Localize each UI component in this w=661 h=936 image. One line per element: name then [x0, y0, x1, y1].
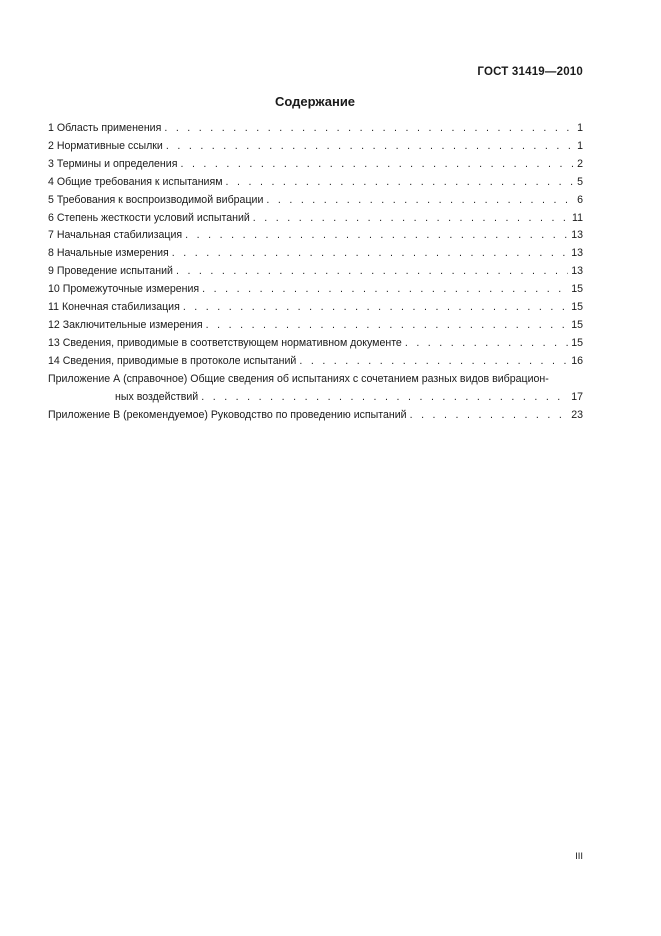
toc-leader-dots	[253, 210, 569, 228]
toc-entry[interactable]	[48, 210, 583, 228]
toc-entry-page: 13	[571, 229, 583, 242]
toc-entry-label: 2 Нормативные ссылки	[48, 139, 163, 152]
toc-leader-dots	[185, 227, 568, 245]
toc-entry[interactable]	[48, 335, 583, 353]
toc-entry[interactable]	[48, 227, 583, 245]
toc-entry-label: 10 Промежуточные измерения	[48, 283, 200, 296]
toc-entry-page: 13	[571, 265, 583, 278]
toc-appendix-a-first-line[interactable]: Приложение А (справочное) Общие сведения об испытаниях с сочетанием разных видов вибрацион-	[48, 372, 549, 385]
page-number: III	[575, 851, 583, 862]
toc-entry-label: 1 Область применения	[48, 122, 162, 134]
toc-entry[interactable]	[48, 192, 583, 210]
toc-entry-label: 12 Заключительные измерения	[48, 318, 203, 331]
toc-leader-dots	[226, 174, 575, 192]
toc-entry-page: 1	[577, 139, 583, 152]
toc-leader-dots	[410, 407, 569, 425]
toc-entry-page: 11	[572, 211, 583, 224]
toc-entry[interactable]	[48, 281, 583, 299]
toc-leader-dots	[180, 156, 574, 174]
toc-title: Содержание	[274, 94, 356, 109]
toc-leader-dots	[206, 317, 569, 335]
toc-leader-dots	[299, 353, 568, 371]
toc-entry-label: 7 Начальная стабилизация	[48, 229, 183, 242]
toc-entry-page: 6	[577, 193, 583, 206]
toc-entry-page: 15	[571, 336, 583, 349]
toc-leader-dots	[405, 335, 568, 353]
toc-leader-dots	[166, 138, 574, 156]
toc-entry-page: 5	[577, 175, 583, 188]
toc-entry-label: 3 Термины и определения	[48, 157, 178, 170]
table-of-contents	[48, 120, 583, 424]
toc-entry-label: Приложение В (рекомендуемое) Руководство по проведению испытаний	[48, 408, 407, 421]
toc-entry-label: 8 Начальные измерения	[48, 247, 169, 260]
toc-entry[interactable]	[48, 156, 583, 174]
toc-entry-page: 17	[571, 390, 583, 403]
toc-entry-label: 9 Проведение испытаний	[48, 265, 173, 278]
toc-leader-dots	[266, 192, 574, 210]
toc-entry-label: 14 Сведения, приводимые в протоколе испытаний	[48, 354, 297, 367]
toc-entry-page: 23	[571, 408, 583, 421]
toc-entry-label: 6 Степень жесткости условий испытаний	[48, 211, 250, 224]
toc-leader-dots	[164, 120, 574, 138]
toc-entry-label: 4 Общие требования к испытаниям	[48, 175, 223, 188]
document-header-code: ГОСТ 31419—2010	[477, 66, 583, 78]
toc-entry[interactable]	[48, 353, 583, 371]
toc-entry-page: 1	[577, 122, 583, 134]
toc-entry-label: 5 Требования к воспроизводимой вибрации	[48, 193, 264, 206]
toc-entry-label: ных воздействий	[115, 390, 199, 403]
toc-entry-label: 13 Сведения, приводимые в соответствующем нормативном документе	[48, 336, 402, 349]
toc-entry[interactable]	[48, 138, 583, 156]
toc-entry[interactable]	[48, 245, 583, 263]
toc-leader-dots	[202, 281, 568, 299]
toc-entry[interactable]	[48, 120, 583, 138]
toc-leader-dots	[183, 299, 568, 317]
toc-appendix-a[interactable]	[48, 389, 583, 407]
toc-leader-dots	[176, 263, 568, 281]
toc-entry-page: 13	[571, 247, 583, 260]
toc-entry[interactable]	[48, 174, 583, 192]
toc-entry-label: 11 Конечная стабилизация	[48, 301, 180, 314]
toc-leader-dots	[201, 389, 568, 407]
toc-entry[interactable]	[48, 263, 583, 281]
toc-appendix-b[interactable]	[48, 407, 583, 425]
toc-entry-page: 15	[571, 318, 583, 331]
toc-entry-page: 15	[571, 283, 583, 296]
toc-leader-dots	[172, 245, 568, 263]
toc-entry-page: 16	[571, 354, 583, 367]
toc-entry-page: 2	[577, 157, 583, 170]
toc-entry[interactable]	[48, 317, 583, 335]
toc-entry[interactable]	[48, 299, 583, 317]
toc-entry-page: 15	[571, 301, 583, 314]
